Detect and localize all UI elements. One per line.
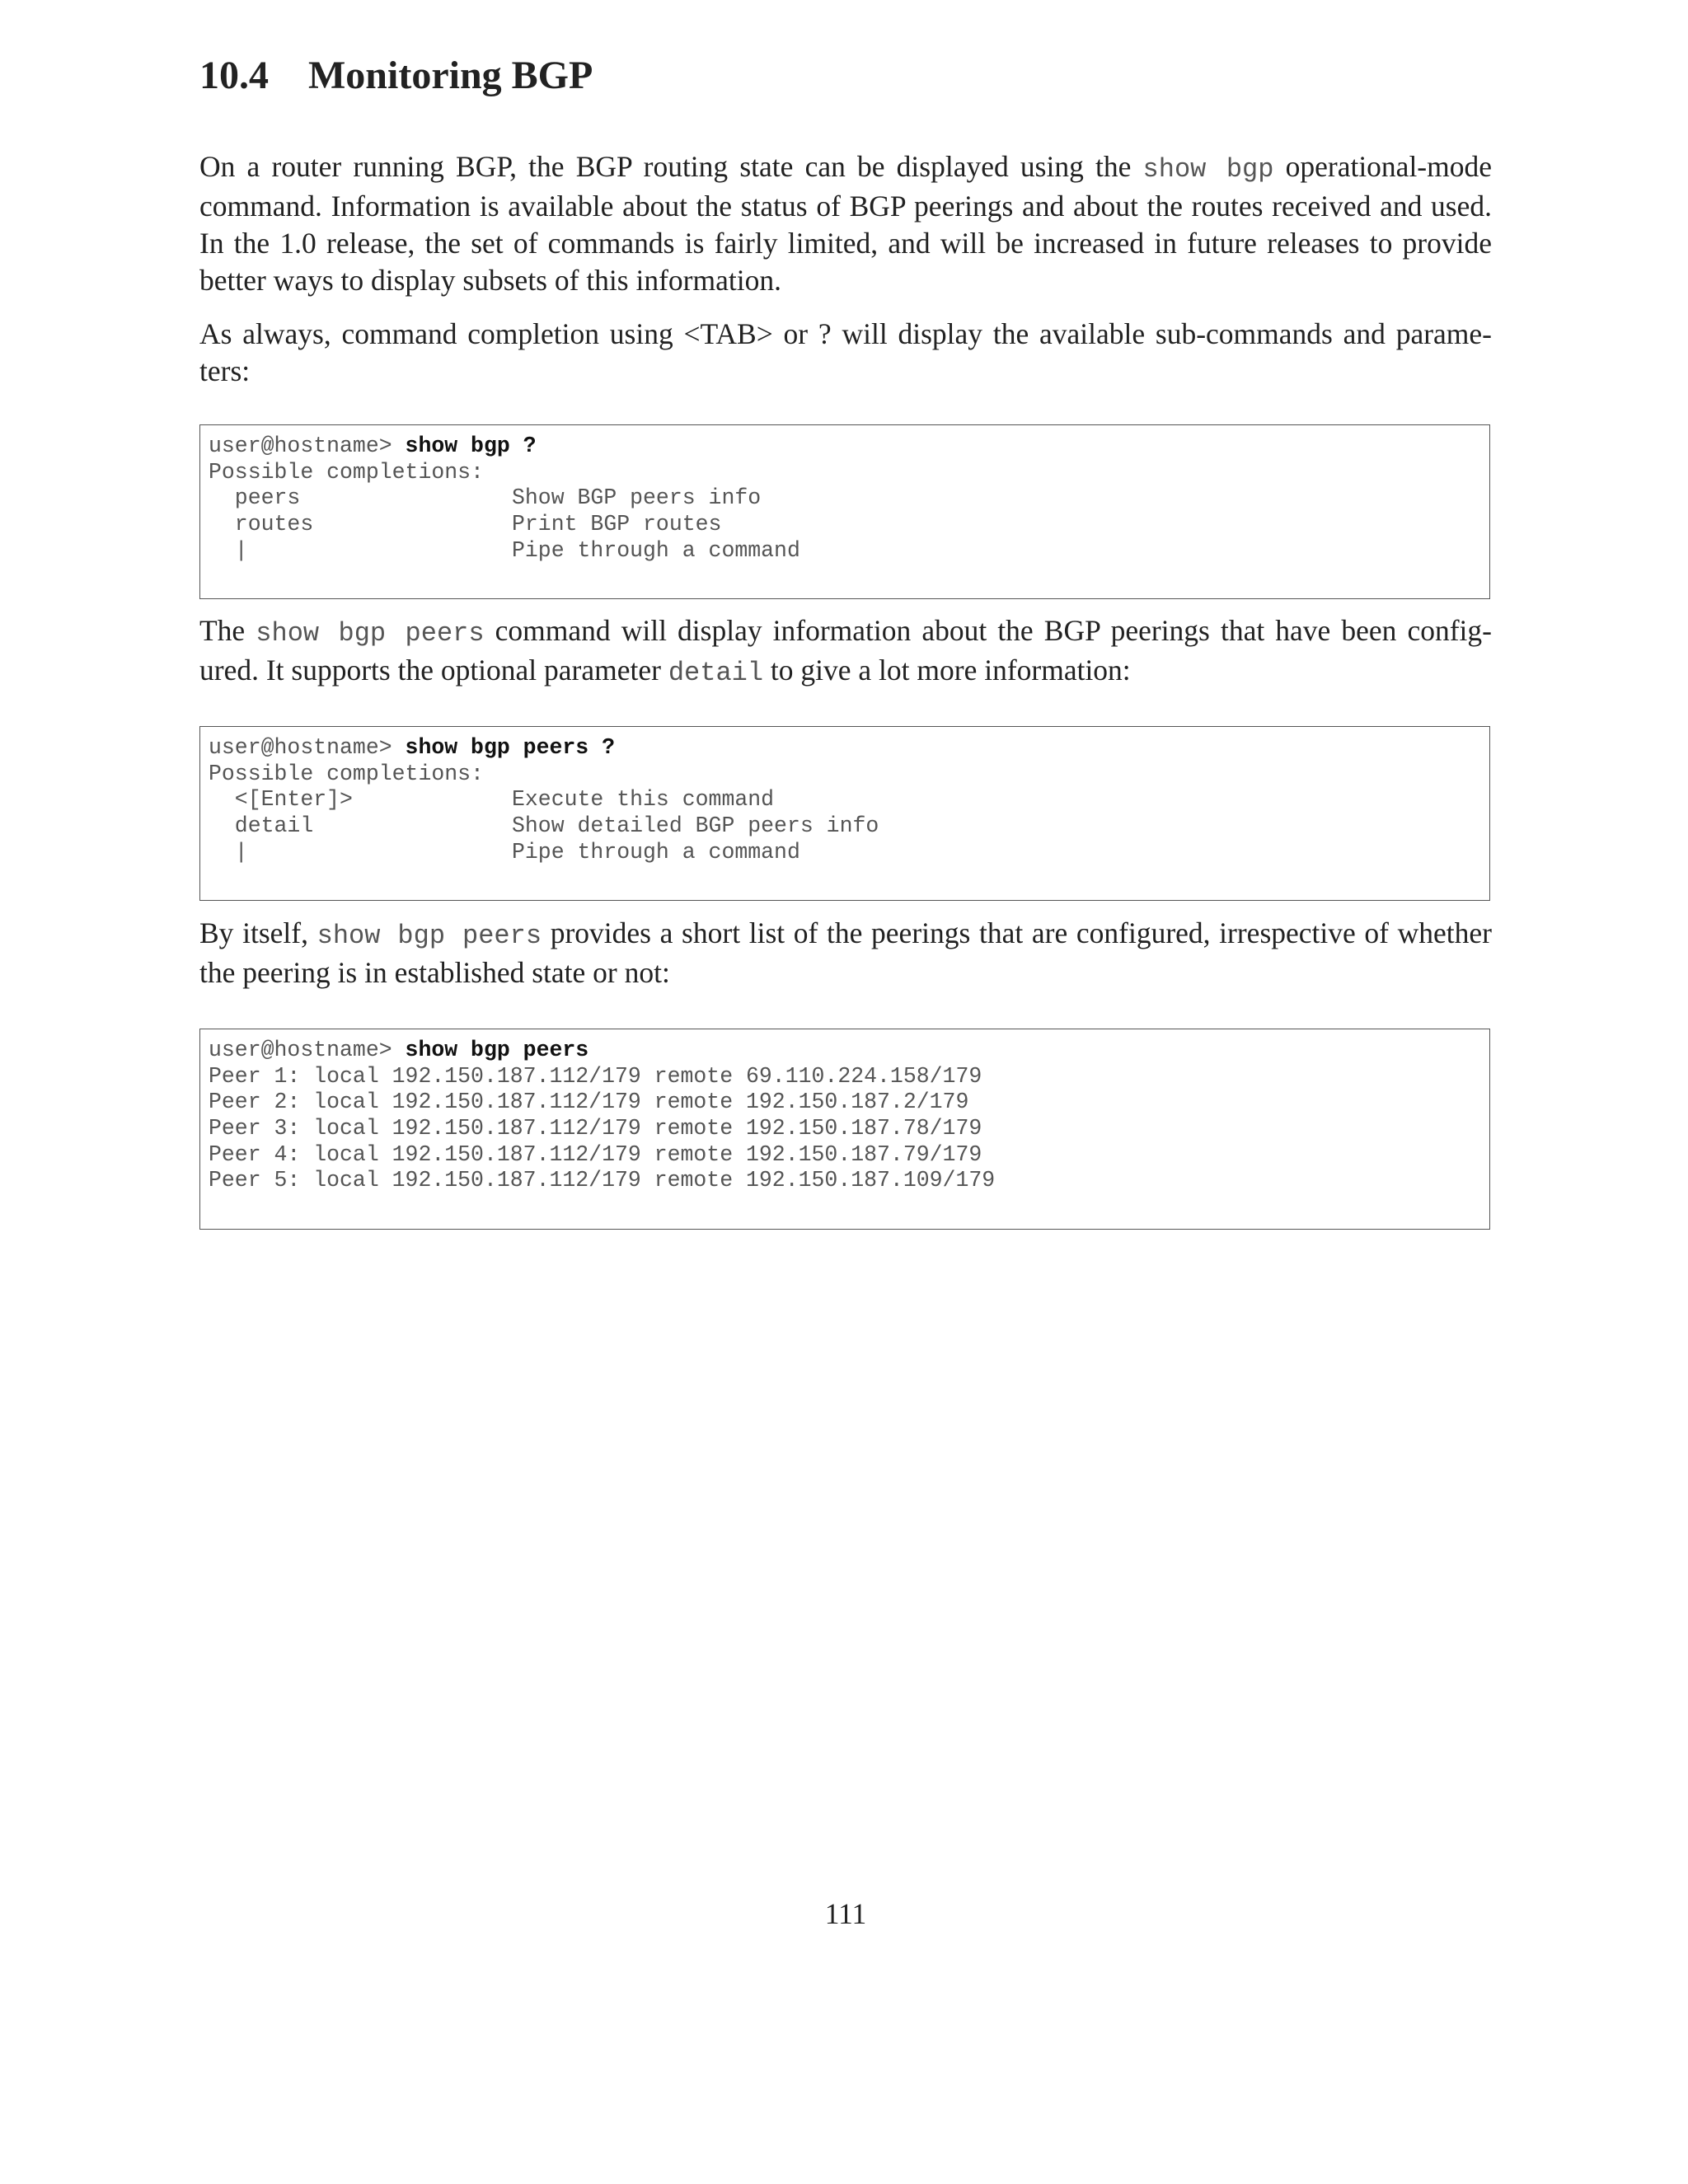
text-run: command will display information about the BGP peerings that have been config-ured. It supports the optional parameter	[199, 614, 1492, 687]
text-run: to give a lot more information:	[763, 654, 1131, 687]
completion-desc: Execute this command	[512, 787, 775, 813]
completion-desc: Show BGP peers info	[512, 485, 762, 511]
command: show bgp peers ?	[405, 735, 615, 760]
code-block-show-bgp-peers	[199, 1029, 1490, 1230]
peer-line: Peer 1: local 192.150.187.112/179 remote 69.110.224.158/179	[209, 1063, 982, 1089]
code-block-show-bgp-peers-help	[199, 726, 1490, 901]
peer-line: Peer 5: local 192.150.187.112/179 remote 192.150.187.109/179	[209, 1168, 996, 1193]
text-run: operational-mode command. Information is available about the status of BGP peerings and about the routes received and used. In the 1.0 release, the set of commands is fairly limited, and will be increased in future releases to provide better ways to display subsets of this information.	[199, 150, 1492, 297]
completion-desc: Pipe through a command	[512, 839, 800, 865]
completion-desc: Print BGP routes	[512, 512, 722, 537]
completion-desc: Pipe through a command	[512, 537, 800, 563]
prompt: user@hostname>	[209, 1038, 406, 1062]
code-line-completion	[209, 512, 1489, 538]
completion-name: |	[209, 537, 248, 563]
text-run: The	[199, 614, 256, 647]
code-line-command	[209, 735, 1489, 762]
peer-line: Peer 3: local 192.150.187.112/179 remote 192.150.187.78/179	[209, 1116, 982, 1141]
text-run: provides a short list of the peerings that are configured, irrespective of whether the peering is in established state or not:	[199, 916, 1492, 989]
code-line-header: Possible completions:	[209, 459, 484, 485]
text-run: By itself,	[199, 916, 317, 949]
page-number: 111	[824, 1897, 867, 1930]
code-block-show-bgp	[199, 424, 1490, 599]
code-line-completion	[209, 840, 1489, 866]
peers-list-paragraph	[199, 915, 1492, 991]
peer-line: Peer 4: local 192.150.187.112/179 remote 192.150.187.79/179	[209, 1141, 982, 1167]
inline-code: show bgp peers	[316, 921, 542, 951]
completion-name: peers	[209, 485, 301, 511]
text-run: As always, command completion using <TAB> or ? will display the available sub-commands and parame-ters:	[199, 317, 1492, 387]
section-number: 10.4	[199, 54, 269, 97]
inline-code: show bgp peers	[256, 618, 485, 649]
inline-code: detail	[668, 658, 764, 688]
code-line-command	[209, 434, 1489, 460]
completion-name: routes	[209, 512, 314, 537]
code-line-command	[209, 1038, 1489, 1064]
section-title: Monitoring BGP	[308, 54, 593, 97]
command: show bgp peers	[405, 1038, 589, 1062]
prompt: user@hostname>	[209, 434, 406, 458]
inline-code: show bgp	[1142, 154, 1274, 185]
intro-paragraph	[199, 148, 1492, 299]
completion-name: detail	[209, 813, 314, 839]
completion-paragraph	[199, 316, 1492, 390]
code-line-completion	[209, 813, 1489, 840]
completion-name: <[Enter]>	[209, 787, 353, 813]
text-run: On a router running BGP, the BGP routing state can be displayed using the	[199, 150, 1143, 183]
code-line-header: Possible completions:	[209, 761, 484, 786]
completion-desc: Show detailed BGP peers info	[512, 813, 879, 839]
section-heading	[199, 51, 593, 101]
completion-name: |	[209, 839, 248, 865]
code-line-completion	[209, 538, 1489, 565]
peers-paragraph	[199, 612, 1492, 691]
prompt: user@hostname>	[209, 735, 406, 760]
command: show bgp ?	[405, 434, 537, 458]
code-line-completion	[209, 485, 1489, 512]
code-line-completion	[209, 787, 1489, 813]
peer-line: Peer 2: local 192.150.187.112/179 remote 192.150.187.2/179	[209, 1090, 969, 1115]
